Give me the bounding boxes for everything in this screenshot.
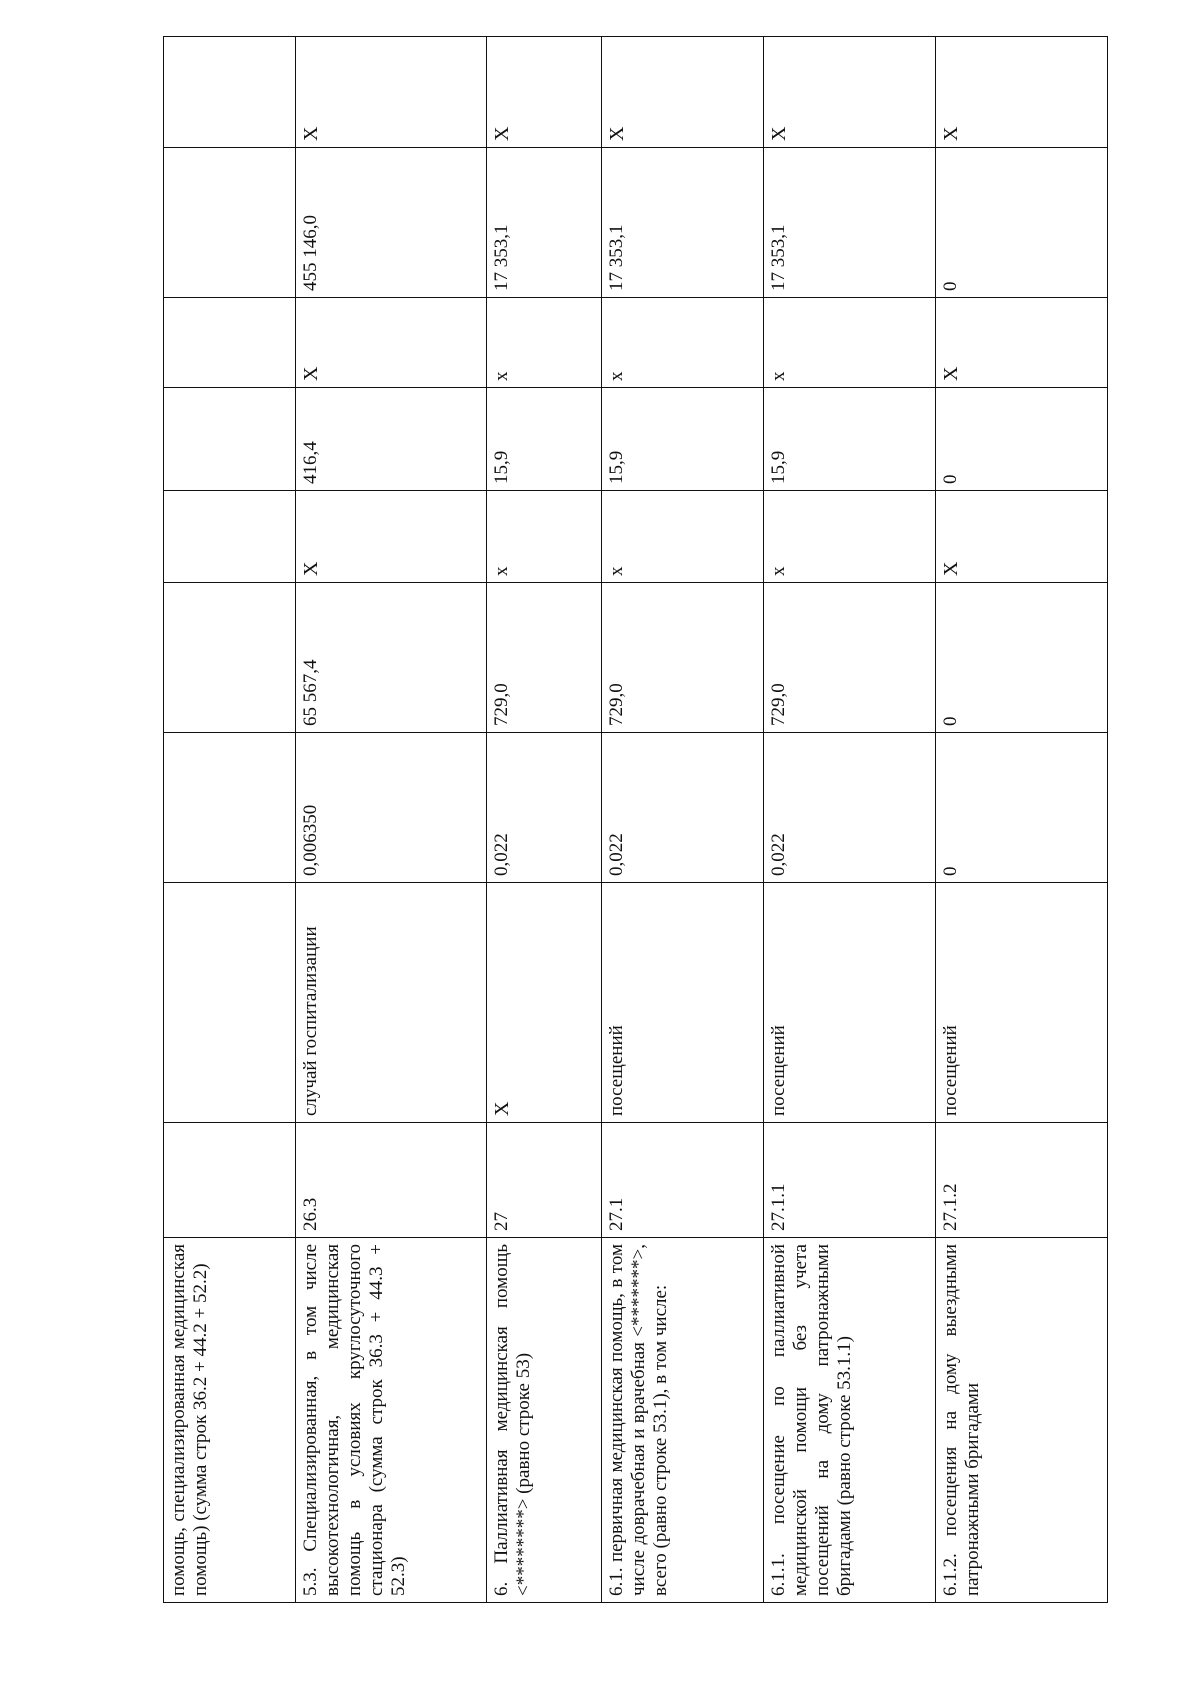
value-cell: 0 <box>936 733 1108 883</box>
value-cell: x <box>764 491 936 583</box>
value-cell: 17 353,1 <box>764 148 936 298</box>
value-cell: 0,006350 <box>296 733 487 883</box>
row-number-cell: 26.3 <box>296 1123 487 1238</box>
value-cell <box>164 148 296 298</box>
table-row <box>764 37 936 1603</box>
row-name-cell: 6.1.1. посещение по паллиативной медицинской помощи без учета посещений на дому патронажными бригадами (равно строке 53.1.1) <box>764 1238 936 1603</box>
value-cell: 17 353,1 <box>487 148 602 298</box>
value-cell <box>164 491 296 583</box>
row-number-cell: 27.1.2 <box>936 1123 1108 1238</box>
value-cell: X <box>936 491 1108 583</box>
value-cell: x <box>602 298 764 388</box>
value-cell: x <box>487 491 602 583</box>
row-number-cell: 27.1 <box>602 1123 764 1238</box>
value-cell: X <box>296 298 487 388</box>
rotated-table-wrapper <box>163 37 1107 1603</box>
value-cell: 729,0 <box>602 583 764 733</box>
row-number-cell: 27.1.1 <box>764 1123 936 1238</box>
value-cell: 15,9 <box>602 388 764 491</box>
value-cell: x <box>487 298 602 388</box>
unit-cell: посещений <box>602 883 764 1123</box>
value-cell <box>164 583 296 733</box>
row-name-cell: 6.1.2. посещения на дому выездными патронажными бригадами <box>936 1238 1108 1603</box>
value-cell: 0,022 <box>487 733 602 883</box>
value-cell: X <box>487 37 602 148</box>
value-cell: 416,4 <box>296 388 487 491</box>
table-row <box>602 37 764 1603</box>
value-cell: x <box>602 491 764 583</box>
table-row <box>296 37 487 1603</box>
value-cell: X <box>936 37 1108 148</box>
table-row <box>164 37 296 1603</box>
row-name-cell: 6. Паллиативная медицинская помощь <********> (равно строке 53) <box>487 1238 602 1603</box>
value-cell: X <box>764 37 936 148</box>
value-cell: 65 567,4 <box>296 583 487 733</box>
value-cell: X <box>296 37 487 148</box>
value-cell: 0,022 <box>764 733 936 883</box>
value-cell <box>164 298 296 388</box>
value-cell: 0,022 <box>602 733 764 883</box>
value-cell: X <box>936 298 1108 388</box>
value-cell: 15,9 <box>487 388 602 491</box>
value-cell: 729,0 <box>487 583 602 733</box>
row-number-cell <box>164 1123 296 1238</box>
value-cell: 15,9 <box>764 388 936 491</box>
unit-cell: посещений <box>764 883 936 1123</box>
value-cell: X <box>296 491 487 583</box>
row-name-cell: 5.3. Специализированная, в том числе высокотехнологичная, медицинская помощь в условиях круглосуточного стационара (сумма строк 36.3 + 44.3 + 52.3) <box>296 1238 487 1603</box>
value-cell: 0 <box>936 388 1108 491</box>
unit-cell: посещений <box>936 883 1108 1123</box>
value-cell <box>164 388 296 491</box>
row-name-cell: помощь, специализированная медицинская помощь) (сумма строк 36.2 + 44.2 + 52.2) <box>164 1238 296 1603</box>
unit-cell <box>164 883 296 1123</box>
table-row <box>936 37 1108 1603</box>
value-cell: X <box>602 37 764 148</box>
value-cell: 455 146,0 <box>296 148 487 298</box>
unit-cell: X <box>487 883 602 1123</box>
value-cell <box>164 37 296 148</box>
value-cell: 0 <box>936 148 1108 298</box>
value-cell: 729,0 <box>764 583 936 733</box>
unit-cell: случай госпитализации <box>296 883 487 1123</box>
row-number-cell: 27 <box>487 1123 602 1238</box>
value-cell: 17 353,1 <box>602 148 764 298</box>
value-cell: 0 <box>936 583 1108 733</box>
value-cell: x <box>764 298 936 388</box>
table-row <box>487 37 602 1603</box>
norms-table <box>163 36 1108 1603</box>
row-name-cell: 6.1. первичная медицинская помощь, в том числе доврачебная и врачебная <*******>, всего (равно строке 53.1), в том числе: <box>602 1238 764 1603</box>
value-cell <box>164 733 296 883</box>
